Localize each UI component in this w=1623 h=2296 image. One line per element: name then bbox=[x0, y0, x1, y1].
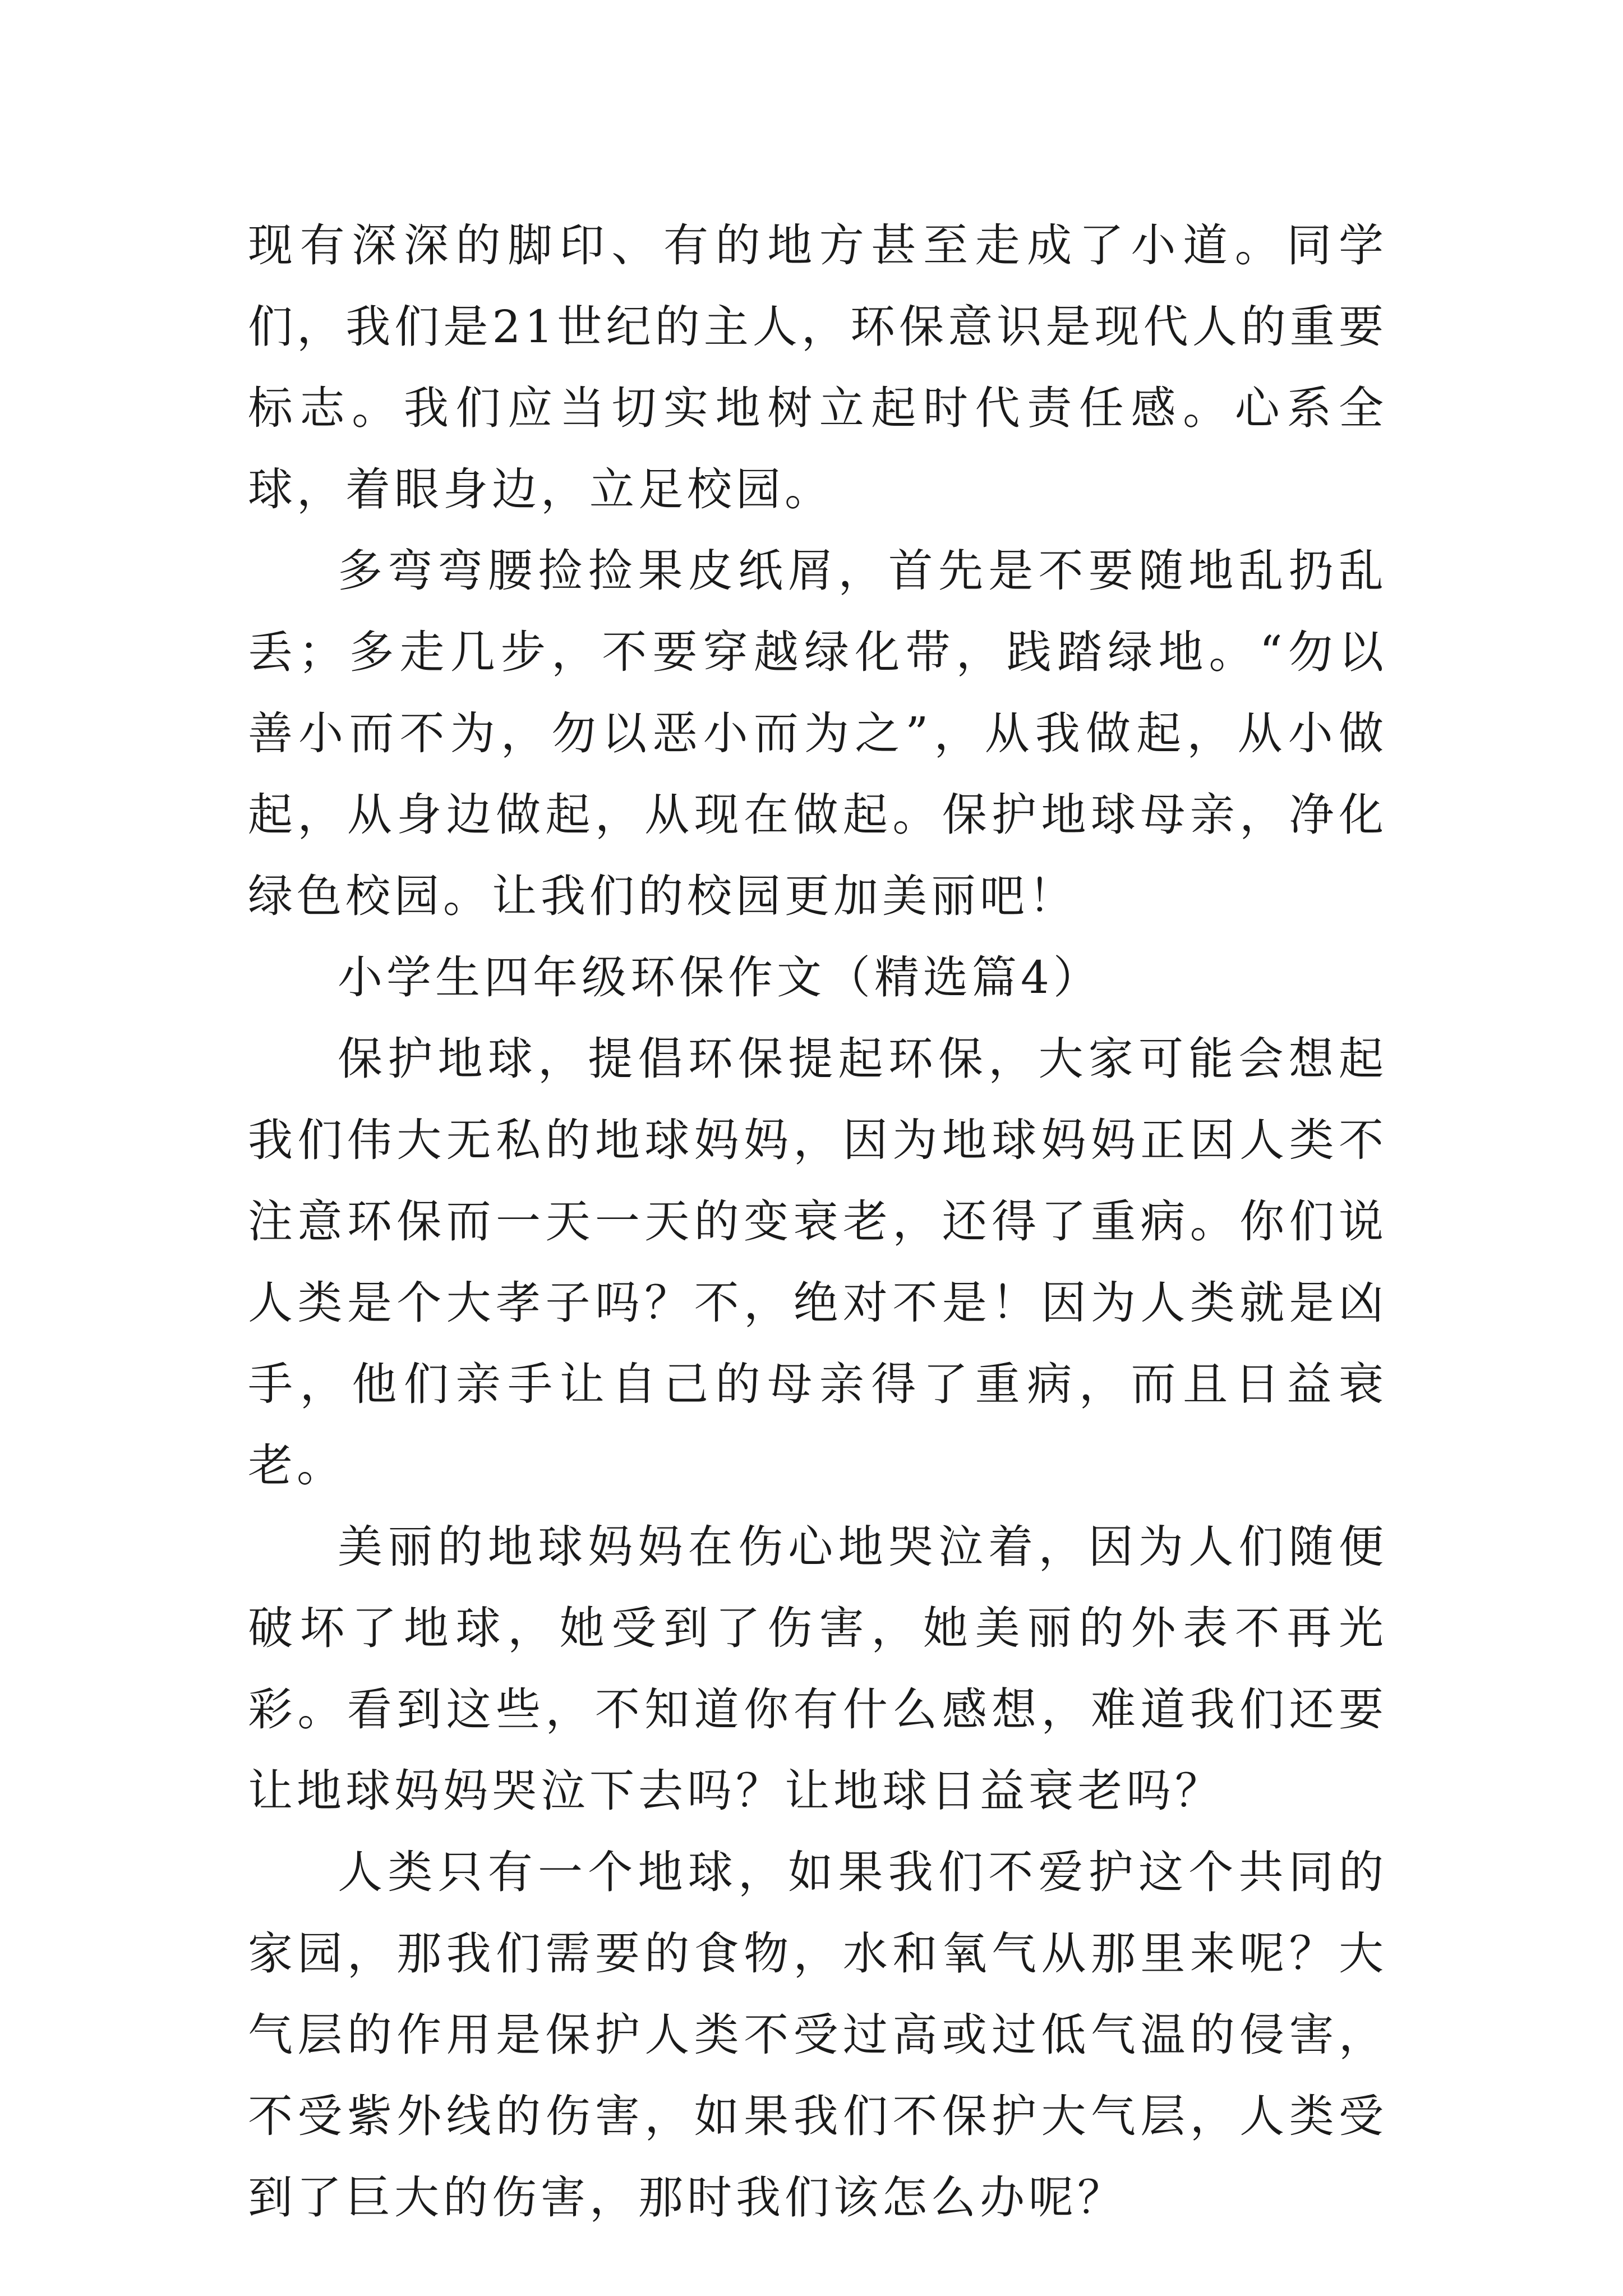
paragraph-4: 美丽的地球妈妈在伤心地哭泣着，因为人们随便破坏了地球，她受到了伤害，她美丽的外表不再光彩。看到这些，不知道你有什么感想，难道我们还要让地球妈妈哭泣下去吗？让地球日益衰老吗？ bbox=[248, 1521, 1387, 1817]
paragraph-1: 现有深深的脚印、有的地方甚至走成了小道。同学们，我们是21世纪的主人，环保意识是现代人的重要标志。我们应当切实地树立起时代责任感。心系全球，着眼身边，立足校园。 bbox=[248, 219, 1387, 516]
paragraph-2: 多弯弯腰捡捡果皮纸屑，首先是不要随地乱扔乱丢；多走几步，不要穿越绿化带，践踏绿地。“勿以善小而不为，勿以恶小而为之”，从我做起，从小做起，从身边做起，从现在做起。保护地球母亲，净化绿色校园。让我们的校园更加美丽吧！ bbox=[248, 545, 1387, 922]
document-body bbox=[248, 205, 1387, 2238]
paragraph-3: 保护地球，提倡环保提起环保，大家可能会想起我们伟大无私的地球妈妈，因为地球妈妈正因人类不注意环保而一天一天的变衰老，还得了重病。你们说人类是个大孝子吗？不，绝对不是！因为人类就是凶手，他们亲手让自己的母亲得了重病，而且日益衰老。 bbox=[248, 1033, 1387, 1492]
paragraph-5: 人类只有一个地球，如果我们不爱护这个共同的家园，那我们需要的食物，水和氧气从那里来呢？大气层的作用是保护人类不受过高或过低气温的侵害，不受紫外线的伤害，如果我们不保护大气层，人类受到了巨大的伤害，那时我们该怎么办呢？ bbox=[248, 1846, 1387, 2224]
section-heading: 小学生四年级环保作文（精选篇4） bbox=[338, 951, 1102, 1004]
